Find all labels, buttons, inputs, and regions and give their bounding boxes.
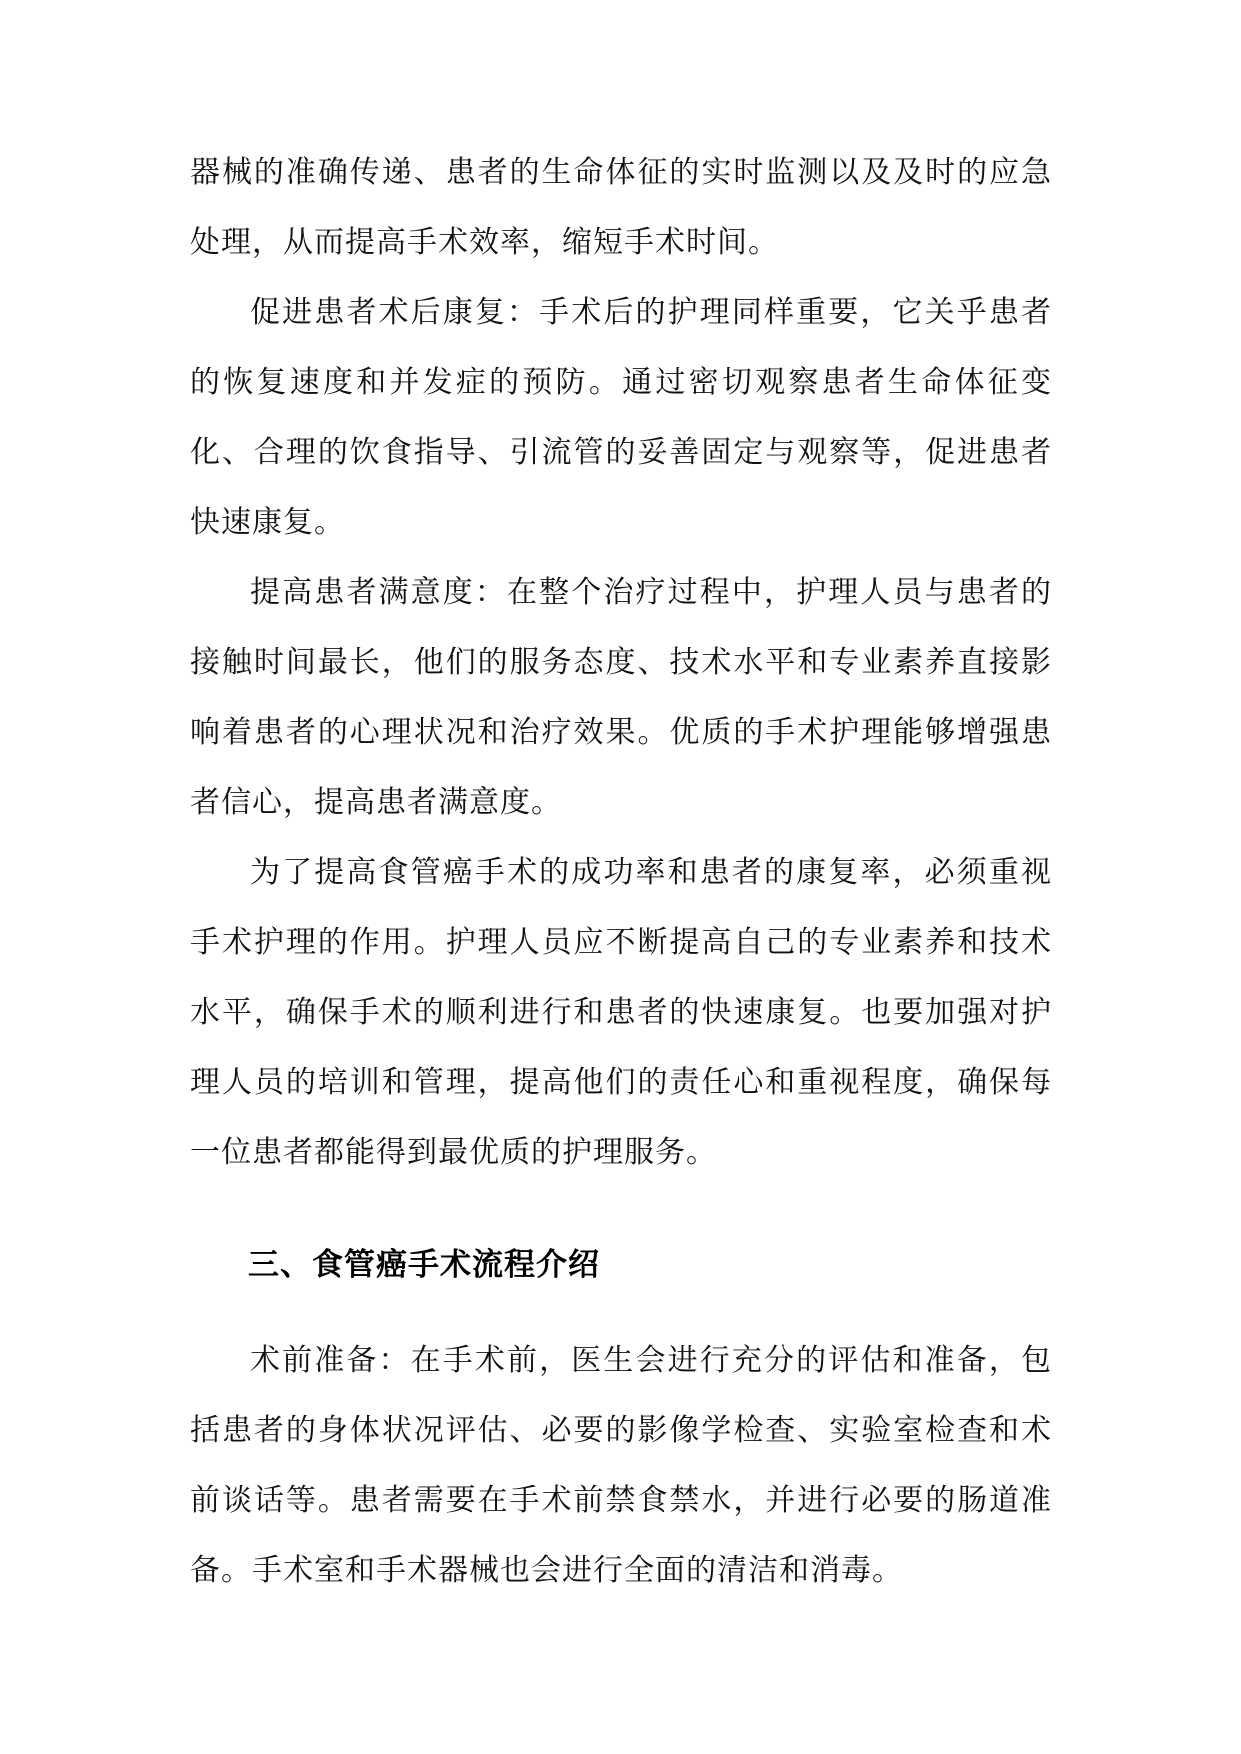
paragraph-importance-of-nursing: 为了提高食管癌手术的成功率和患者的康复率，必须重视手术护理的作用。护理人员应不断提高自己的专业素养和技术水平，确保手术的顺利进行和患者的快速康复。也要加强对护理人员的培训和管理，提高他们的责任心和重视程度，确保每一位患者都能得到最优质的护理服务。 (190, 855, 1052, 1170)
paragraph-preoperative-preparation: 术前准备：在手术前，医生会进行充分的评估和准备，包括患者的身体状况评估、必要的影像学检查、实验室检查和术前谈话等。患者需要在手术前禁食禁水，并进行必要的肠道准备。手术室和手术器械也会进行全面的清洁和消毒。 (190, 1343, 1052, 1588)
document-body (190, 138, 1052, 1606)
paragraph-patient-satisfaction: 提高患者满意度：在整个治疗过程中，护理人员与患者的接触时间最长，他们的服务态度、技术水平和专业素养直接影响着患者的心理状况和治疗效果。优质的手术护理能够增强患者信心，提高患者满意度。 (190, 575, 1052, 820)
paragraph-continuation: 器械的准确传递、患者的生命体征的实时监测以及及时的应急处理，从而提高手术效率，缩短手术时间。 (190, 155, 1052, 260)
section-heading: 三、食管癌手术流程介绍 (248, 1247, 600, 1283)
paragraph-postoperative-recovery: 促进患者术后康复：手术后的护理同样重要，它关乎患者的恢复速度和并发症的预防。通过密切观察患者生命体征变化、合理的饮食指导、引流管的妥善固定与观察等，促进患者快速康复。 (190, 295, 1052, 540)
